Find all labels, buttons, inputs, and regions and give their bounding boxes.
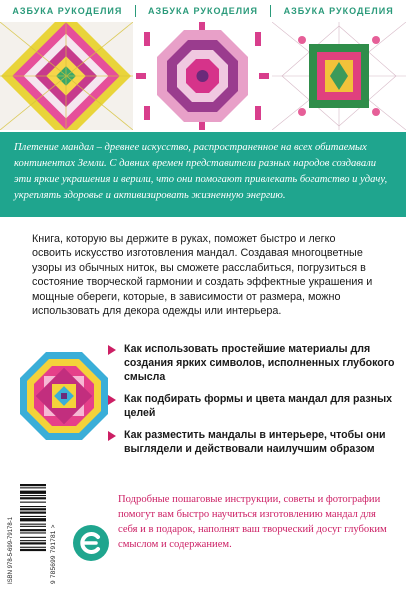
barcode-bar	[20, 540, 46, 541]
list-item-text: Как подбирать формы и цвета мандал для разных целей	[124, 393, 393, 419]
barcode-bar	[20, 518, 46, 521]
barcode-bar	[20, 526, 46, 527]
barcode-bar	[20, 484, 46, 486]
isbn-number: ISBN 978-5-699-79178-1	[8, 516, 14, 584]
barcode-bar	[20, 495, 46, 496]
mandala-small-image	[18, 350, 110, 442]
barcode-bar	[20, 516, 46, 517]
barcode-bar	[20, 529, 46, 531]
mandala-illustration	[18, 350, 110, 442]
barcode-bar	[20, 512, 46, 514]
list-item	[108, 342, 398, 384]
series-header	[0, 0, 406, 22]
book-description: Книга, которую вы держите в руках, поможет быстро и легко освоить искусство изготовления мандал. Создавая многоцветные узоры из обычных ниток, вы сможете расслабиться, погрузиться в состояние творческой гармонии и создать эффектные украшения и мощные обереги, которые, в зависимости от размера, можно использовать для декора одежды или интерьера.	[32, 233, 373, 318]
series-label-2: АЗБУКА РУКОДЕЛИЯ	[148, 6, 258, 16]
publisher-logo	[72, 524, 110, 562]
closing-text: Подробные пошаговые инструкции, советы и фотографии помогут вам быстро научиться изготовлению мандал для себя и в подарок, наполнят ваш творческий досуг глубоким смыслом и содержанием.	[118, 494, 387, 550]
mandala-octagon-image	[136, 22, 269, 130]
barcode-bar	[20, 487, 46, 488]
barcode-bar	[20, 508, 46, 510]
list-item-text: Как использовать простейшие материалы для создания ярких символов, исполненных глубокого смысла	[124, 343, 395, 383]
mandala-photo-3	[272, 22, 406, 130]
pink-triangle-icon	[108, 395, 116, 405]
barcode-bar	[20, 497, 46, 499]
barcode-bar	[20, 502, 46, 503]
barcode-bar	[20, 524, 46, 525]
mandala-photo-2	[136, 22, 269, 130]
barcode-bar	[20, 506, 46, 507]
list-item-text: Как разместить мандалы в интерьере, чтобы они выглядели и действовали наилучшим образом	[124, 429, 386, 455]
barcode-bar	[20, 549, 46, 551]
barcode-bar	[20, 491, 46, 494]
eksmo-logo-icon	[72, 524, 110, 562]
pink-triangle-icon	[108, 431, 116, 441]
series-label-1: АЗБУКА РУКОДЕЛИЯ	[12, 6, 123, 16]
feature-list	[108, 342, 398, 464]
barcode-bar	[20, 547, 46, 548]
mandala-photo-1	[0, 22, 133, 130]
barcode-bar	[20, 532, 46, 533]
intro-banner	[0, 132, 406, 217]
list-item	[108, 428, 398, 456]
mandala-square-image	[0, 22, 133, 130]
list-item	[108, 392, 398, 420]
pink-triangle-icon	[108, 345, 116, 355]
barcode-bar	[20, 542, 46, 544]
intro-banner-text: Плетение мандал – древнее искусство, распространенное на всех обитаемых континентах Земли. С давних времен представители разных народов создавали эти яркие украшения и верили, что они помогают привлекать богатство и удачу, укреплять здоровье и активизировать жизненную энергию.	[14, 142, 388, 201]
mandala-framed-image	[272, 22, 406, 130]
series-label-3: АЗБУКА РУКОДЕЛИЯ	[283, 6, 394, 16]
barcode-bar	[20, 537, 46, 538]
barcode-digits: 9 785699 791781 >	[50, 524, 57, 584]
